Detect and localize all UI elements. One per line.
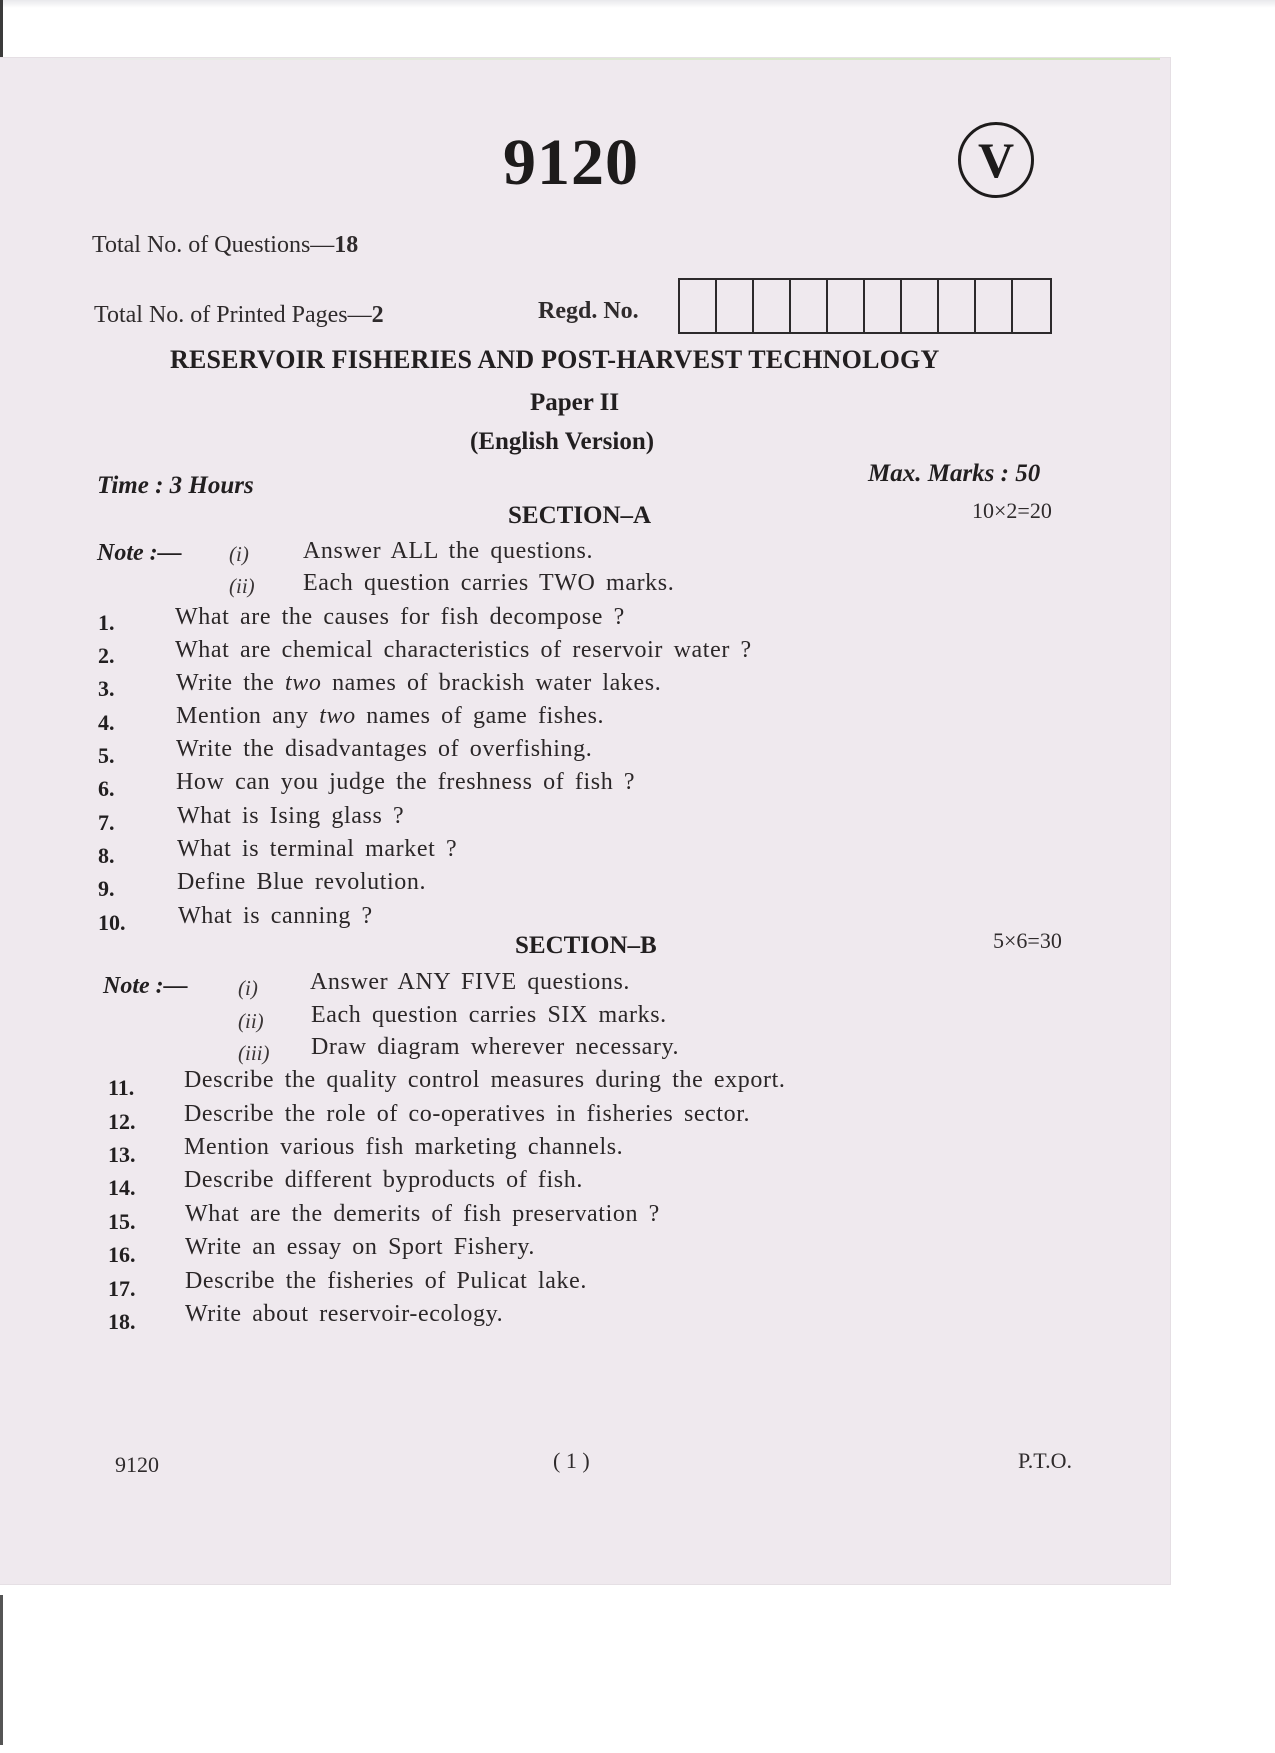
regd-no-cell [717,280,754,332]
note-text: Draw diagram wherever necessary. [311,1034,680,1060]
section-b-marks: 5×6=30 [993,928,1062,953]
question-number: 15. [108,1209,136,1234]
question-text: How can you judge the freshness of fish ? [176,769,636,795]
question-text: What is terminal market ? [177,836,458,862]
question-text-part: Write the [176,670,285,696]
question-number: 16. [108,1242,136,1267]
question-text: Mention various fish marketing channels. [184,1134,624,1160]
question-text [176,670,661,697]
section-a-note-label: Note :— [97,540,182,566]
question-text-part: Mention any [176,703,320,729]
question-number: 17. [108,1276,136,1301]
question-text: What is canning ? [178,903,373,929]
question-number: 5. [98,743,115,768]
max-marks: Max. Marks : 50 [868,460,1041,487]
regd-no-cell [754,280,791,332]
question-text: What is Ising glass ? [177,803,405,829]
paper-title: RESERVOIR FISHERIES AND POST-HARVEST TECHNOLOGY [170,345,940,374]
question-text: Describe the quality control measures during the export. [184,1067,786,1093]
question-text [176,703,604,730]
version-badge [958,122,1034,198]
question-text: What are chemical characteristics of reservoir water ? [175,637,752,663]
scan-left-mark [0,0,3,62]
regd-no-label: Regd. No. [538,298,639,324]
pto-label: P.T.O. [1018,1448,1072,1473]
scan-top-edge [0,0,1275,8]
question-number: 3. [98,676,115,701]
question-number: 14. [108,1175,136,1200]
question-text: Describe different byproducts of fish. [184,1167,583,1193]
note-text: Answer ANY FIVE questions. [310,969,631,995]
note-text: Each question carries SIX marks. [311,1002,667,1028]
question-number: 1. [98,610,115,635]
total-pages-value: 2 [371,302,384,328]
section-a-marks: 10×2=20 [972,498,1052,523]
regd-no-cell [865,280,902,332]
regd-no-cell [1013,280,1050,332]
paper-number: Paper II [530,389,620,416]
question-number: 13. [108,1142,136,1167]
regd-no-boxes [678,278,1052,334]
paper-code: 9120 [503,126,639,199]
question-number: 8. [98,843,115,868]
total-questions-value: 18 [334,232,359,258]
question-text: Write the disadvantages of overfishing. [176,736,593,762]
time-allowed: Time : 3 Hours [97,472,254,499]
question-number: 10. [98,910,126,935]
question-text: Write an essay on Sport Fishery. [185,1234,535,1260]
question-text-part: names of game fishes. [355,703,605,729]
note-num: (i) [229,542,249,566]
question-number: 4. [98,710,115,735]
note-num: (ii) [229,574,255,598]
total-pages [94,302,384,329]
question-text-part: names of brackish water lakes. [321,670,662,696]
question-number: 7. [98,810,115,835]
note-num: (i) [238,976,258,1000]
regd-no-cell [680,280,717,332]
question-number: 11. [108,1075,135,1100]
question-text: Write about reservoir-ecology. [185,1301,504,1327]
question-number: 18. [108,1309,136,1334]
regd-no-cell [939,280,976,332]
page-number: ( 1 ) [553,1448,590,1473]
total-pages-label: Total No. of Printed Pages— [94,302,372,328]
question-text: What are the causes for fish decompose ? [175,604,625,630]
paper-top-edge [0,58,1160,60]
language-version: (English Version) [470,428,655,455]
total-questions-label: Total No. of Questions— [92,232,335,258]
regd-no-cell [791,280,828,332]
question-number: 2. [98,643,115,668]
question-text-emphasis: two [285,670,322,696]
question-text-emphasis: two [319,703,356,729]
note-text: Each question carries TWO marks. [303,570,675,596]
regd-no-cell [902,280,939,332]
note-text: Answer ALL the questions. [303,538,594,564]
note-num: (ii) [238,1009,264,1033]
question-number: 9. [98,876,115,901]
total-questions [92,232,358,259]
question-text: Define Blue revolution. [177,869,427,895]
question-number: 12. [108,1109,136,1134]
footer-paper-code: 9120 [115,1452,159,1477]
section-b-heading: SECTION–B [515,932,657,959]
regd-no-cell [828,280,865,332]
version-letter: V [977,132,1015,188]
question-text: Describe the role of co-operatives in fisheries sector. [184,1101,751,1127]
question-text: Describe the fisheries of Pulicat lake. [185,1268,587,1294]
question-text: What are the demerits of fish preservation ? [185,1201,660,1227]
scan-left-mark-lower [0,1595,3,1745]
regd-no-cell [976,280,1013,332]
note-num: (iii) [238,1041,270,1065]
section-b-note-label: Note :— [103,973,188,999]
section-a-heading: SECTION–A [508,502,652,529]
question-number: 6. [98,776,115,801]
